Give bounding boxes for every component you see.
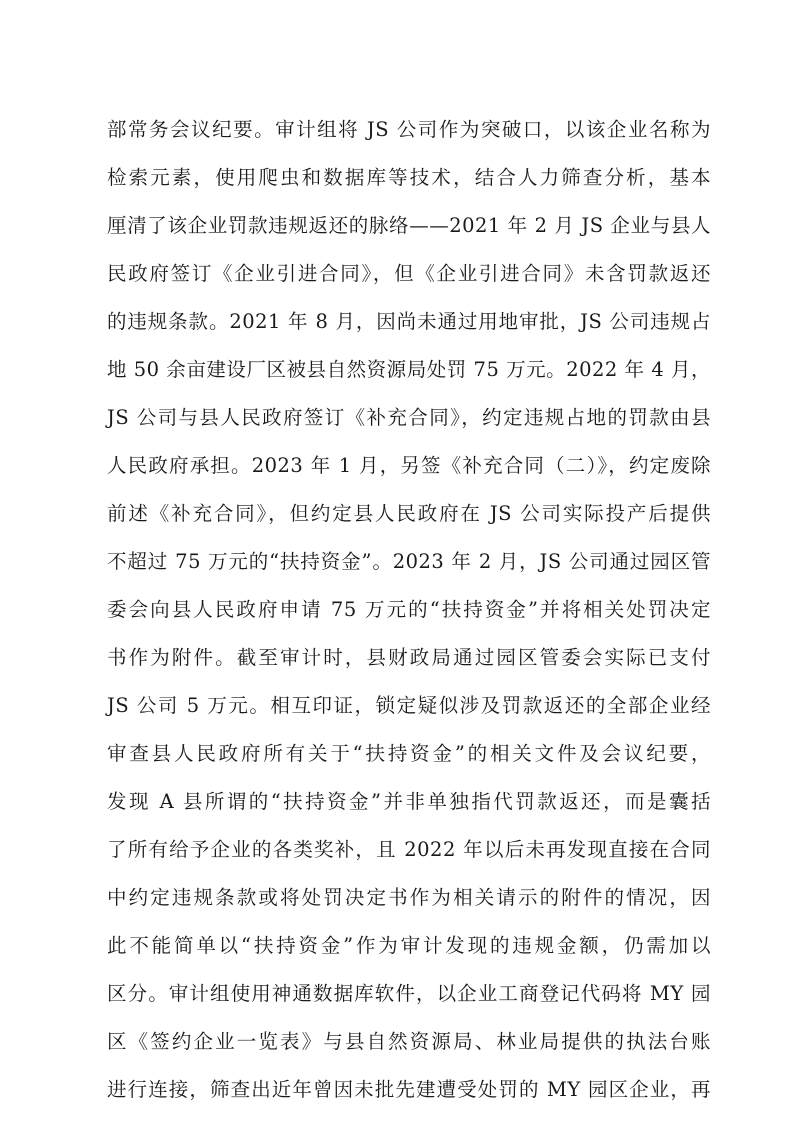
body-text-line: 厘清了该企业罚款违规返还的脉络——2021 年 2 月 JS 企业与县人	[107, 214, 711, 237]
body-text-line: 地 50 余亩建设厂区被县自然资源局处罚 75 万元。2022 年 4 月，	[107, 358, 711, 381]
body-text-line: 的违规条款。2021 年 8 月，因尚未通过用地审批，JS 公司违规占	[107, 310, 711, 333]
body-text-line: 发现 A 县所谓的“扶持资金”并非单独指代罚款返还，而是囊括	[107, 790, 711, 813]
body-text-line: JS 公司与县人民政府签订《补充合同》，约定违规占地的罚款由县	[107, 406, 711, 429]
body-text-line: 民政府签订《企业引进合同》，但《企业引进合同》未含罚款返还	[107, 262, 711, 285]
body-text-line: 书作为附件。截至审计时，县财政局通过园区管委会实际已支付	[107, 646, 711, 669]
body-text-line: 前述《补充合同》，但约定县人民政府在 JS 公司实际投产后提供	[107, 502, 711, 525]
body-text-line: 不超过 75 万元的“扶持资金”。2023 年 2 月，JS 公司通过园区管	[107, 550, 711, 573]
body-text-line: 人民政府承担。2023 年 1 月，另签《补充合同（二）》，约定废除	[107, 454, 711, 477]
body-text-line: 委会向县人民政府申请 75 万元的“扶持资金”并将相关处罚决定	[107, 598, 711, 621]
body-text-line: 进行连接，筛查出近年曾因未批先建遭受处罚的 MY 园区企业，再	[107, 1078, 711, 1101]
body-text-line: 中约定违规条款或将处罚决定书作为相关请示的附件的情况，因	[107, 886, 711, 909]
body-text-line: 区《签约企业一览表》与县自然资源局、林业局提供的执法台账	[107, 1030, 711, 1053]
body-text-line: 了所有给予企业的各类奖补，且 2022 年以后未再发现直接在合同	[107, 838, 711, 861]
body-text-line: 检索元素，使用爬虫和数据库等技术，结合人力筛查分析，基本	[107, 166, 711, 189]
body-text-line: 区分。审计组使用神通数据库软件，以企业工商登记代码将 MY 园	[107, 982, 711, 1005]
body-text-line: JS 公司 5 万元。相互印证，锁定疑似涉及罚款返还的全部企业经	[107, 694, 711, 717]
body-text-line: 此不能简单以“扶持资金”作为审计发现的违规金额，仍需加以	[107, 934, 711, 957]
body-text-line: 审查县人民政府所有关于“扶持资金”的相关文件及会议纪要，	[107, 742, 711, 765]
body-text-line: 部常务会议纪要。审计组将 JS 公司作为突破口，以该企业名称为	[107, 118, 711, 141]
